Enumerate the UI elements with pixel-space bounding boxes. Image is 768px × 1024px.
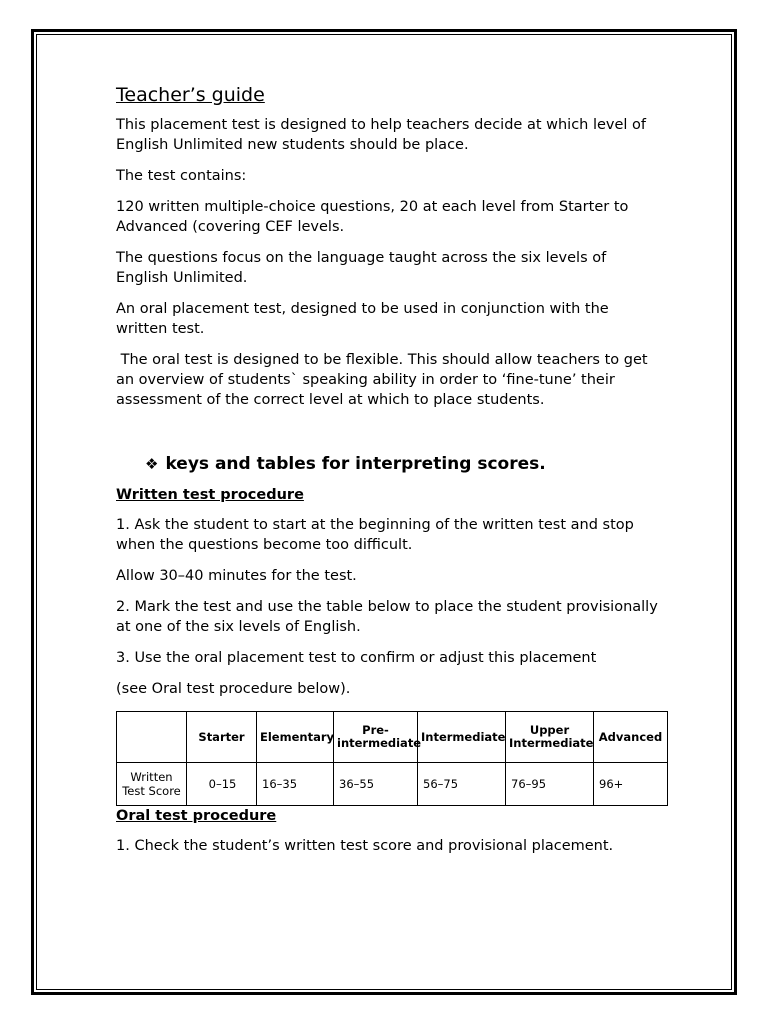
- table-header-advanced: Advanced: [594, 712, 668, 763]
- written-step-3-note: (see Oral test procedure below).: [116, 681, 351, 697]
- oral-procedure-heading: Oral test procedure: [116, 808, 277, 824]
- table-header-upper-intermediate: Upper Intermediate: [506, 712, 594, 763]
- written-step-1: 1. Ask the student to start at the beginning of the written test and stop when the questions become too difficult.: [116, 517, 634, 553]
- written-time-note: Allow 30–40 minutes for the test.: [116, 568, 357, 584]
- page-title: Teacher’s guide: [116, 84, 265, 106]
- table-header-intermediate: Intermediate: [418, 712, 506, 763]
- written-step-2: 2. Mark the test and use the table below to place the student provisionally at one of the six levels of English.: [116, 599, 658, 635]
- keys-heading-text: keys and tables for interpreting scores.: [165, 454, 546, 474]
- written-questions-paragraph: 120 written multiple-choice questions, 20 at each level from Starter to Advanced (covering CEF levels.: [116, 199, 629, 235]
- document-body: [116, 84, 661, 867]
- diamond-bullet-icon: ❖: [145, 455, 159, 473]
- written-step-3: 3. Use the oral placement test to confirm or adjust this placement: [116, 650, 597, 666]
- table-cell: 36–55: [334, 763, 418, 806]
- keys-heading: [145, 454, 661, 474]
- table-header-pre-intermediate: Pre-intermediate: [334, 712, 418, 763]
- table-cell: 96+: [594, 763, 668, 806]
- table-header-starter: Starter: [187, 712, 257, 763]
- table-row-label: Written Test Score: [117, 763, 187, 806]
- table-header-elementary: Elementary: [257, 712, 334, 763]
- section-spacer: [116, 421, 661, 454]
- intro-paragraph: This placement test is designed to help teachers decide at which level of English Unlimited new students should be place.: [116, 117, 647, 153]
- written-procedure-heading: Written test procedure: [116, 487, 304, 503]
- table-cell: 16–35: [257, 763, 334, 806]
- table-header-empty: [117, 712, 187, 763]
- flexible-paragraph: The oral test is designed to be flexible. This should allow teachers to get an overview of students` speaking ability in order to ‘fine-tune’ their assessment of the correct level at which to place students.: [116, 352, 653, 408]
- table-cell: 56–75: [418, 763, 506, 806]
- table-cell: 0–15: [187, 763, 257, 806]
- contains-paragraph: The test contains:: [116, 168, 247, 184]
- table-header-row: [117, 712, 668, 763]
- focus-paragraph: The questions focus on the language taught across the six levels of English Unlimited.: [116, 250, 607, 286]
- table-row: [117, 763, 668, 806]
- table-cell: 76–95: [506, 763, 594, 806]
- score-table: [116, 711, 668, 806]
- oral-step-1: 1. Check the student’s written test score and provisional placement.: [116, 838, 614, 854]
- oral-test-paragraph: An oral placement test, designed to be used in conjunction with the written test.: [116, 301, 609, 337]
